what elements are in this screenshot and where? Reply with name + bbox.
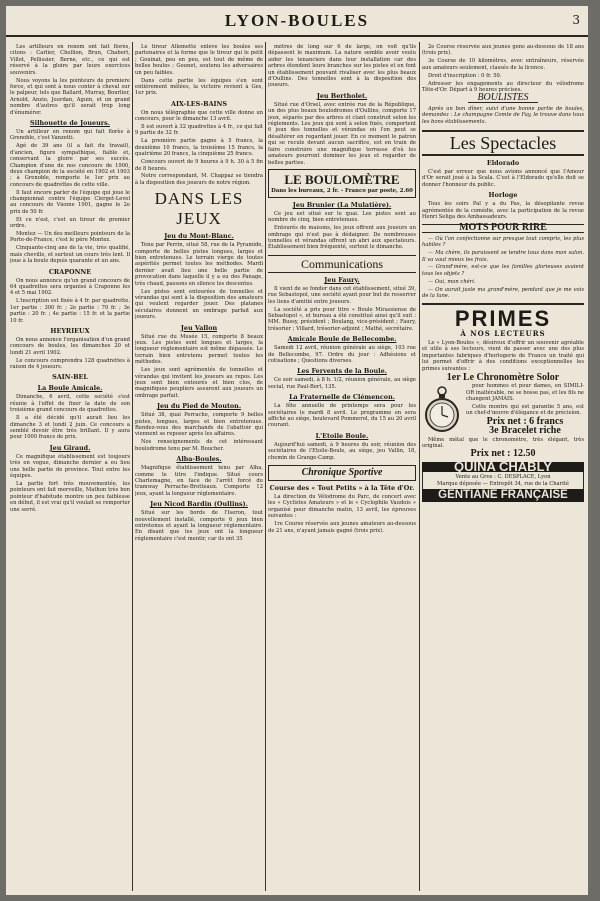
boulometre-price: Dans les bureaux, 2 fr. - Franco par poste, 2.60 bbox=[271, 187, 413, 194]
chronique-sportive-banner: Chronique Sportive bbox=[268, 465, 416, 481]
section-subheading: L'Etoile Boule. bbox=[315, 431, 369, 440]
mots-pour-rire-banner: MOTS POUR RIRE bbox=[422, 224, 584, 232]
section-subheading: La Boule Amicale. bbox=[37, 384, 103, 393]
section-subheading: Amicale Boule de Bellecombe. bbox=[287, 335, 397, 344]
masthead-title: LYON-BOULES bbox=[224, 11, 370, 30]
section-subheading: Horloge bbox=[488, 191, 518, 200]
article-paragraph: La société a pris pour titre « Boule Mirassiense de Sebastopol », et bureau a été constitué ainsi qu'il suit : MM. Bussy, président ; Boulang, vice-président ; Faury, trésorier ; Villard, trésorier-adjoint ; Mathé, secrétaire. bbox=[268, 306, 416, 332]
primes-subtitle: À NOS LECTEURS bbox=[460, 329, 546, 339]
article-paragraph: Cette montre qui est garantie 5 ans, est un chef-d'œuvre d'élégance et de précision. bbox=[466, 404, 584, 417]
column-2 bbox=[135, 44, 263, 891]
article-paragraph: L'inscription est fixée à 4 fr. par quadrette. 1er partie : 300 fr. ; 2e partie : 70 fr. ; 3e partie : 20 fr. ; 4e partie : 15 fr. et la partie 10 fr. bbox=[10, 298, 130, 324]
prize-heading: 3e Bracelet riche bbox=[489, 425, 561, 437]
section-subheading: La Fraternelle de Clémencon. bbox=[289, 393, 395, 402]
section-subheading: Jeu Giraud. bbox=[49, 443, 91, 452]
article-paragraph: Magnifique établissement tenu par Alba, comme le titre l'indique. Situé cours Charlemagne, en face de l'arrêt forcé du tramway Perrache-Brotteaux. Comporte 12 jeux, ayant la longueur réglementaire. bbox=[135, 465, 263, 497]
price-label: Prix net : 12.50 bbox=[470, 448, 536, 460]
article-paragraph: Droit d'inscription : 0 fr. 50. bbox=[428, 72, 502, 79]
article-paragraph: Les artilleurs en renom ont fait florès, citons : Carlier, Chollion, Brun, Chabert, Villot, Pellissier, Berne, etc., ce qui est réservé à la gloire par leurs exercices souvenirs. bbox=[10, 44, 130, 76]
article-paragraph: Et ce n'est, c'est un tireur de premier ordre. bbox=[10, 216, 130, 230]
section-heading: CRAPONNE bbox=[48, 267, 92, 276]
article-paragraph: Concours ouvert de 9 heures à 9 h. 30 à 5 fin de 8 heures. bbox=[135, 159, 263, 172]
article-paragraph: La direction du Vélodrome du Parc, de concert avec les « Cyclistes Amateurs » et le « Cyclophile Vaudois » organisé pour dimanche matin, 13 avril, les épreuves suivantes : bbox=[268, 494, 416, 520]
article-paragraph: Le concours comprendra 128 quadrettes à raison de 4 joueurs. bbox=[10, 357, 130, 371]
section-subheading: Jeu Vallon bbox=[180, 323, 218, 332]
article-paragraph: Aujourd'hui samedi, à 9 heures du soir, réunion des sociétaires de l'Etoile-Boule, au siège, jeu Vallin, 18, chemin de Grange-Camp. bbox=[268, 441, 416, 461]
article-paragraph: Adresser les engagements au directeur du vélodrome Tête-d'Or. Départ à 9 heures précises. bbox=[422, 80, 584, 93]
section-subheading: Course des « Tout Petits » à la Tête d'Or. bbox=[269, 484, 415, 493]
article-paragraph: C'est par erreur que nous avions annoncé que l'Amour d'Or serait joué à la Scala. C'est à l'Eldorado qu'elle doit se donner l'honneur du public. bbox=[422, 168, 584, 188]
column-rule bbox=[132, 42, 133, 891]
joke-line: — Ma chère, ils paraissent se tendre tous dans mon salon. Il va vaut mieux les frais. bbox=[422, 250, 584, 263]
section-subheading: Les Fervents de la Boule. bbox=[297, 367, 387, 376]
prize-heading: 1er Le Chronomètre Solor bbox=[446, 371, 560, 383]
article-paragraph: Tous les soirs Pal y a du Pas, la désopilante revue agrémentée de la comédie, avec la participation de la revue Henri Seliga des Ambassadeurs. bbox=[422, 201, 584, 220]
section-heading: HEYRIEUX bbox=[50, 326, 90, 335]
pocket-watch-icon bbox=[422, 385, 462, 433]
article-paragraph: Les pistes sont entourées de tonnelles et vérandas qui sont à la disposition des amateurs qui veulent regarder jouer. Des platanes séculaires donnent un ombrage parfait aux joueurs. bbox=[135, 288, 263, 321]
article-paragraph: On nous télégraphie que cette ville donne un concours, pour le dimanche 13 avril. bbox=[135, 109, 263, 123]
gentiane-francaise-advert: GENTIANE FRANÇAISE bbox=[422, 489, 584, 501]
column-rule bbox=[265, 42, 266, 891]
price-label: Prix net : 6 francs bbox=[486, 415, 564, 427]
article-paragraph: Tenu par Perrin, situé 58, rue de la Pyramide, comporte de belles pistes longues, larges et bien entretenues. Le terrain vierge de toutes aspérités permet toutes les méthodes. Mardi dernier avait lieu une belle partie de provocation dans laquelle il y a eu des Panage, très chaud, passons en silence les descentes. bbox=[135, 242, 263, 287]
article-paragraph: La partie fort très mouvementée, les pointeurs ont fait merveille, Mathon très bon pointeur d'habitude montre un peu faiblesse en début, il est vrai qu'il voulait se remporter une serré. bbox=[10, 480, 130, 513]
section-subheading: Jeu du Mont-Blanc. bbox=[164, 232, 234, 241]
article-paragraph: Un artilleur en renom qui fait florès à Grenoble, c'est Vanzetti. bbox=[10, 128, 130, 142]
article-paragraph: Les jeux sont agrémentés de tonnelles et vérandas qui invitent les joueurs au repos. Les jeux sont bien entourés et bien clos, de magnifiques peupliers assurent aux joueurs un ombrage parfait. bbox=[135, 367, 263, 399]
article-paragraph: On nous annonce qu'un grand concours de 64 quadrettes sera organisé à Craponne les 4 et 5 mai 1902. bbox=[10, 277, 130, 297]
boulometre-title: LE BOULOMÈTRE bbox=[284, 171, 400, 187]
article-paragraph: Nous voyons la les pointeurs de premiere force, et qui sont à nous conter à cheval sur le palpeur, tels que Ballard, Murray, Bourlier, Arnold, Anzio, Jourdan, Aguin, et un grand nombre d'autres qu'il serait trop long d'énumérer. bbox=[10, 77, 130, 116]
newspaper-page bbox=[6, 6, 588, 895]
joke-line: — Grand'mère, est-ce que les familles glorieuses avaient tous les objets ? bbox=[422, 264, 584, 277]
article-paragraph: Il a été décidé qu'il aurait lieu les dimanche 3 et lundi 2 juin. Ce concours a semblé devoir être très brillant. Il y aura pour 1000 francs de prix. bbox=[10, 415, 130, 441]
article-paragraph: Cinquante-cinq ans de la vie, très qualifié, mais cheville, et surtout un cours très lent. Il joue à la boule depuis quarante et un ans. bbox=[10, 245, 130, 265]
column-3 bbox=[268, 44, 416, 891]
section-subheading: Jeu Faury. bbox=[324, 275, 360, 284]
article-paragraph: Samedi 12 avril, réunion générale au siège, 103 rue de Bellecombe, 97. Ordre du jour : Adhésions et cotisations ; Questions diverses. bbox=[268, 345, 416, 364]
masthead bbox=[6, 9, 588, 37]
column-4 bbox=[422, 44, 584, 891]
section-subheading: Alba-Boules. bbox=[176, 455, 222, 464]
article-paragraph: 1re Course réservée aux jeunes amateurs au-dessous de 21 ans, n'ayant jamais gagné (trois prix). bbox=[268, 521, 416, 534]
article-paragraph: La fête annuelle de printemps sera pour les sociétaires le mardi 8 avril. Le programme en sera affiché au siège, boulevard Pommerol, du 15 au 20 avril courant. bbox=[268, 403, 416, 429]
article-paragraph: Même métal que le chronomètre, très élégant, très original. bbox=[422, 436, 584, 450]
article-paragraph: On nous annonce l'organisation d'un grand concours de boules, les dimanches 20 et lundi 21 avril 1902. bbox=[10, 336, 130, 356]
article-paragraph: Situé rue d'Orsel, avec entrée rue de la République, un des plus beaux boulodromes d'Oullins, comporte 17 jeux, séparés par des arbres et clant construit selon les réglements. Les jeux qui sont à selon fixés, comportent 6 jeux des tonnelles et vérandas où l'on peut se désaltérer en regardant jouer. En ce moment le patron qui se recule devant aucun sacrifice, est en train de faire construire une magnifique terrasse d'où les amateurs pourront dominer les jeux et regarder de belles parties. bbox=[268, 101, 416, 166]
primes-section bbox=[422, 303, 584, 460]
article-paragraph: Ce magnifique établissement est toujours très en vogue, dimanche dernier a eu lieu une belle partie de province. Tout entre les équipes. bbox=[10, 453, 130, 480]
article-paragraph: Le tireur Allemette enlève les boules ses partenaires et la forme que le tireur qui le petit ; Gouinat, peu en peu, est tout de même de belles boules ; Gounet, soutenu les adversaires un peu faibles. bbox=[135, 44, 263, 76]
page-number: 3 bbox=[572, 13, 580, 27]
article-paragraph: Situé 38, quai Perrache, comporte 9 belles pistes, longues, larges et bien entretenues. Rendez-vous des marchands de l'abattoir qui viennent se reposer après les affaires. bbox=[135, 412, 263, 438]
section-subheading: Jeu Brunier (La Mulatière). bbox=[292, 200, 392, 209]
boulistes-heading: BOULISTES bbox=[468, 95, 538, 102]
article-paragraph: Il faut encore parler de l'équipe qui joue le championnat contre l'équipe Clerget-Level au concours de Vienne 1901, gagne le 2e prix de 50 fr. bbox=[10, 189, 130, 215]
section-banner: DANS LES JEUX bbox=[154, 189, 244, 229]
spectacles-banner: Les Spectacles bbox=[422, 130, 584, 156]
joke-line: — Où l'on confectionne sur presque tout compris, les plus habiles ? bbox=[422, 235, 584, 249]
section-heading: Silhouette de Joueurs. bbox=[30, 118, 110, 127]
communications-banner: Communications bbox=[268, 255, 416, 273]
article-paragraph: Dimanche, 6 avril, cette société s'est réunie à l'effet de fixer la date de son troisième grand concours de quadrettes. bbox=[10, 394, 130, 414]
article-paragraph: pour hommes et pour dames, en SIMILI-OR inaltérable, ne se bosse pas, et les fils ne changent JAMAIS. bbox=[466, 383, 584, 403]
article-paragraph: 3e Course de 10 kilomètres, avec entraîneurs, réservée aux amateurs seulement, classés de la licence. bbox=[422, 58, 584, 71]
advert-paragraph: Après un bon dîner, suivi d'une bonne partie de boules, demandez : Le champagne Comte de Fay, le trouve dans tous les bons établissements. bbox=[422, 105, 584, 125]
article-paragraph: 2e Course réservée aux jeunes gens au-dessous de 18 ans (trois prix). bbox=[422, 44, 584, 57]
article-paragraph: Il vient de se fonder dans cet établissement, situé 39, rue Sebastopol, une société ayant pour but de resserrer les liens d'amitié entre joueurs. bbox=[268, 285, 416, 305]
article-paragraph: mètres de long sur 6 de large, on voit qu'ils dépassent le maximum. La nature semble avoir voulu aider les tenanciers dans leur installation car des arbres étendent leurs branches sur les pistes et en font un établissement pouvant rivaliser avec les plus beaux d'Oullins. Des tonnelles sont à la disposition des joueurs. bbox=[268, 44, 416, 89]
article-paragraph: Situé sur les bords de l'Iseron, tout nouvellement installé, comporte 6 jeux bien entretenus et ayant la longueur réglementaire. En disant que les jeux ont la longueur réglementaire c'est mentir, car ils ont 35 bbox=[135, 510, 263, 542]
advert-line: Marque déposée — Entrepôt 34, rue de la Charité bbox=[437, 480, 569, 487]
quina-chably-advert: QUINA CHABLY bbox=[422, 462, 584, 472]
article-paragraph: La première partie gagne à 5 francs, la deuxième 10 francs, la troisième 15 francs, la quatrième 20 francs, la cinquième 25 francs. bbox=[135, 138, 263, 158]
article-paragraph: Agé de 39 ans (il a fait du travail), d'ancien, figure sympathique, fiable et, conservant la gloire par ses succès. Champion d'une de nos concours de 1900, deux champion de la société en 1902 et 1903 ; à Grenoble, remporte le 1er prix au concours de quadrettes de cette ville. bbox=[10, 143, 130, 188]
advert-address bbox=[422, 472, 584, 489]
article-paragraph: Il est ouvert à 32 quadrettes à 4 fr., ce qui fait 9 partie de 32 fr. bbox=[135, 124, 263, 137]
section-subheading: Eldorado bbox=[486, 158, 520, 167]
section-subheading: Jeu du Pied de Mouton. bbox=[156, 402, 242, 411]
advert-line: Vente au Gros : C. DESPLACE, Lyon bbox=[455, 474, 551, 481]
section-heading: SAIN-BEL bbox=[52, 373, 88, 382]
article-paragraph: Le « Lyon-Boules », désireux d'offrir un souvenir agréable et utile à ses lecteurs, vient de passer avec une des plus importantes fabriques d'horlogerie de France un traité qui lui permet d'offrir à des conditions exceptionnelles les primes suivantes : bbox=[422, 339, 584, 372]
article-paragraph: Ce soir samedi, à 8 h. 1/2, réunion générale, au siège social, rue Paul-Bert, 135. bbox=[268, 377, 416, 390]
article-paragraph: Dans cette partie les équipes s'en sont entièrement mêlées, la victoire revient à Ges, 1er prix. bbox=[135, 77, 263, 97]
primes-title: PRIMES bbox=[454, 306, 552, 332]
article-paragraph: Ce jeu est situé sur le quai. Les pistes sont au nombre de cinq, bien entretenues. bbox=[268, 210, 416, 224]
joke-line: — On aurait juste ma grand'mère, pendant que je me vois de la lune. bbox=[422, 286, 584, 300]
joke-line: — Oui, mon chéri. bbox=[428, 278, 476, 285]
boulometre-box bbox=[268, 169, 416, 198]
article-paragraph: Entourés de maisons, les jeux offrent aux joueurs un ombrage qui n'est pas à dédaigner. De nombreuses tonnelles et vérandas offrent un abri aux spectateurs. Établissement bien fréquenté, surtout le dimanche. bbox=[268, 225, 416, 251]
article-paragraph: Montez — Un des meilleurs pointeurs de la Porte-de-France, c'est le père Montez. bbox=[10, 231, 130, 244]
column-1 bbox=[10, 44, 130, 891]
article-paragraph: Situé rue du Musée 15, comporte 8 beaux jeux. Les pistes sont longues et larges, la longueur réglementaire est même dépassée. Le terrain bien entretenu permet toutes les méthodes. bbox=[135, 333, 263, 366]
article-paragraph: Notre correspondant, M. Chappaz se tiendra à la disposition des joueurs de notre région. bbox=[135, 173, 263, 186]
column-rule bbox=[419, 42, 420, 891]
section-heading: AIX-LES-BAINS bbox=[170, 99, 227, 108]
section-subheading: Jeu Nicod Bardin (Oullins). bbox=[150, 500, 248, 509]
section-subheading: Jeu Bertholet. bbox=[316, 91, 368, 100]
article-paragraph: Nos renseignements de cet intéressant boulodrome tenu par M. Boucher. bbox=[135, 439, 263, 452]
